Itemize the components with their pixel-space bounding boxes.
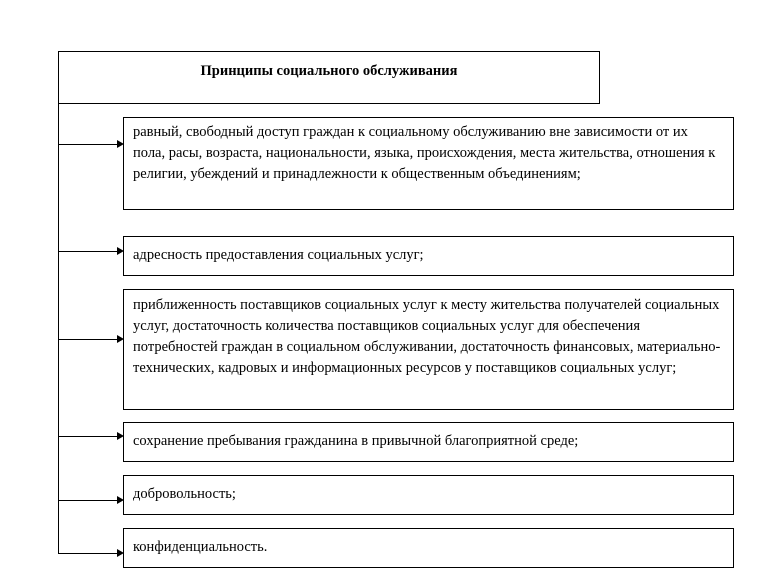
principle-item-confidentiality: конфиденциальность.: [123, 528, 734, 568]
principle-item-voluntariness: добровольность;: [123, 475, 734, 515]
arrow-connector-2: [58, 251, 118, 252]
principles-title-box: [58, 51, 600, 104]
diagram-title: Принципы социального обслуживания: [200, 63, 458, 79]
arrow-connector-1: [58, 144, 118, 145]
connector-spine: [58, 103, 59, 554]
arrow-connector-3: [58, 339, 118, 340]
principle-item-targeting: адресность предоставления социальных услуг;: [123, 236, 734, 276]
arrow-connector-4: [58, 436, 118, 437]
principle-item-proximity: приближенность поставщиков социальных услуг к месту жительства получателей социальных услуг, достаточность количества поставщиков социальных услуг для обеспечения потребностей граждан в социальном обслуживании, достаточность финансовых, материально-технических, кадровых и информационных ресурсов у поставщиков социальных услуг;: [123, 289, 734, 410]
principle-item-familiar-environment: сохранение пребывания гражданина в привычной благоприятной среде;: [123, 422, 734, 462]
principle-item-equal-access: равный, свободный доступ граждан к социальному обслуживанию вне зависимости от их пола, расы, возраста, национальности, языка, происхождения, места жительства, отношения к религии, убеждений и принадлежности к общественным объединениям;: [123, 117, 734, 210]
arrow-connector-6: [58, 553, 118, 554]
arrow-connector-5: [58, 500, 118, 501]
